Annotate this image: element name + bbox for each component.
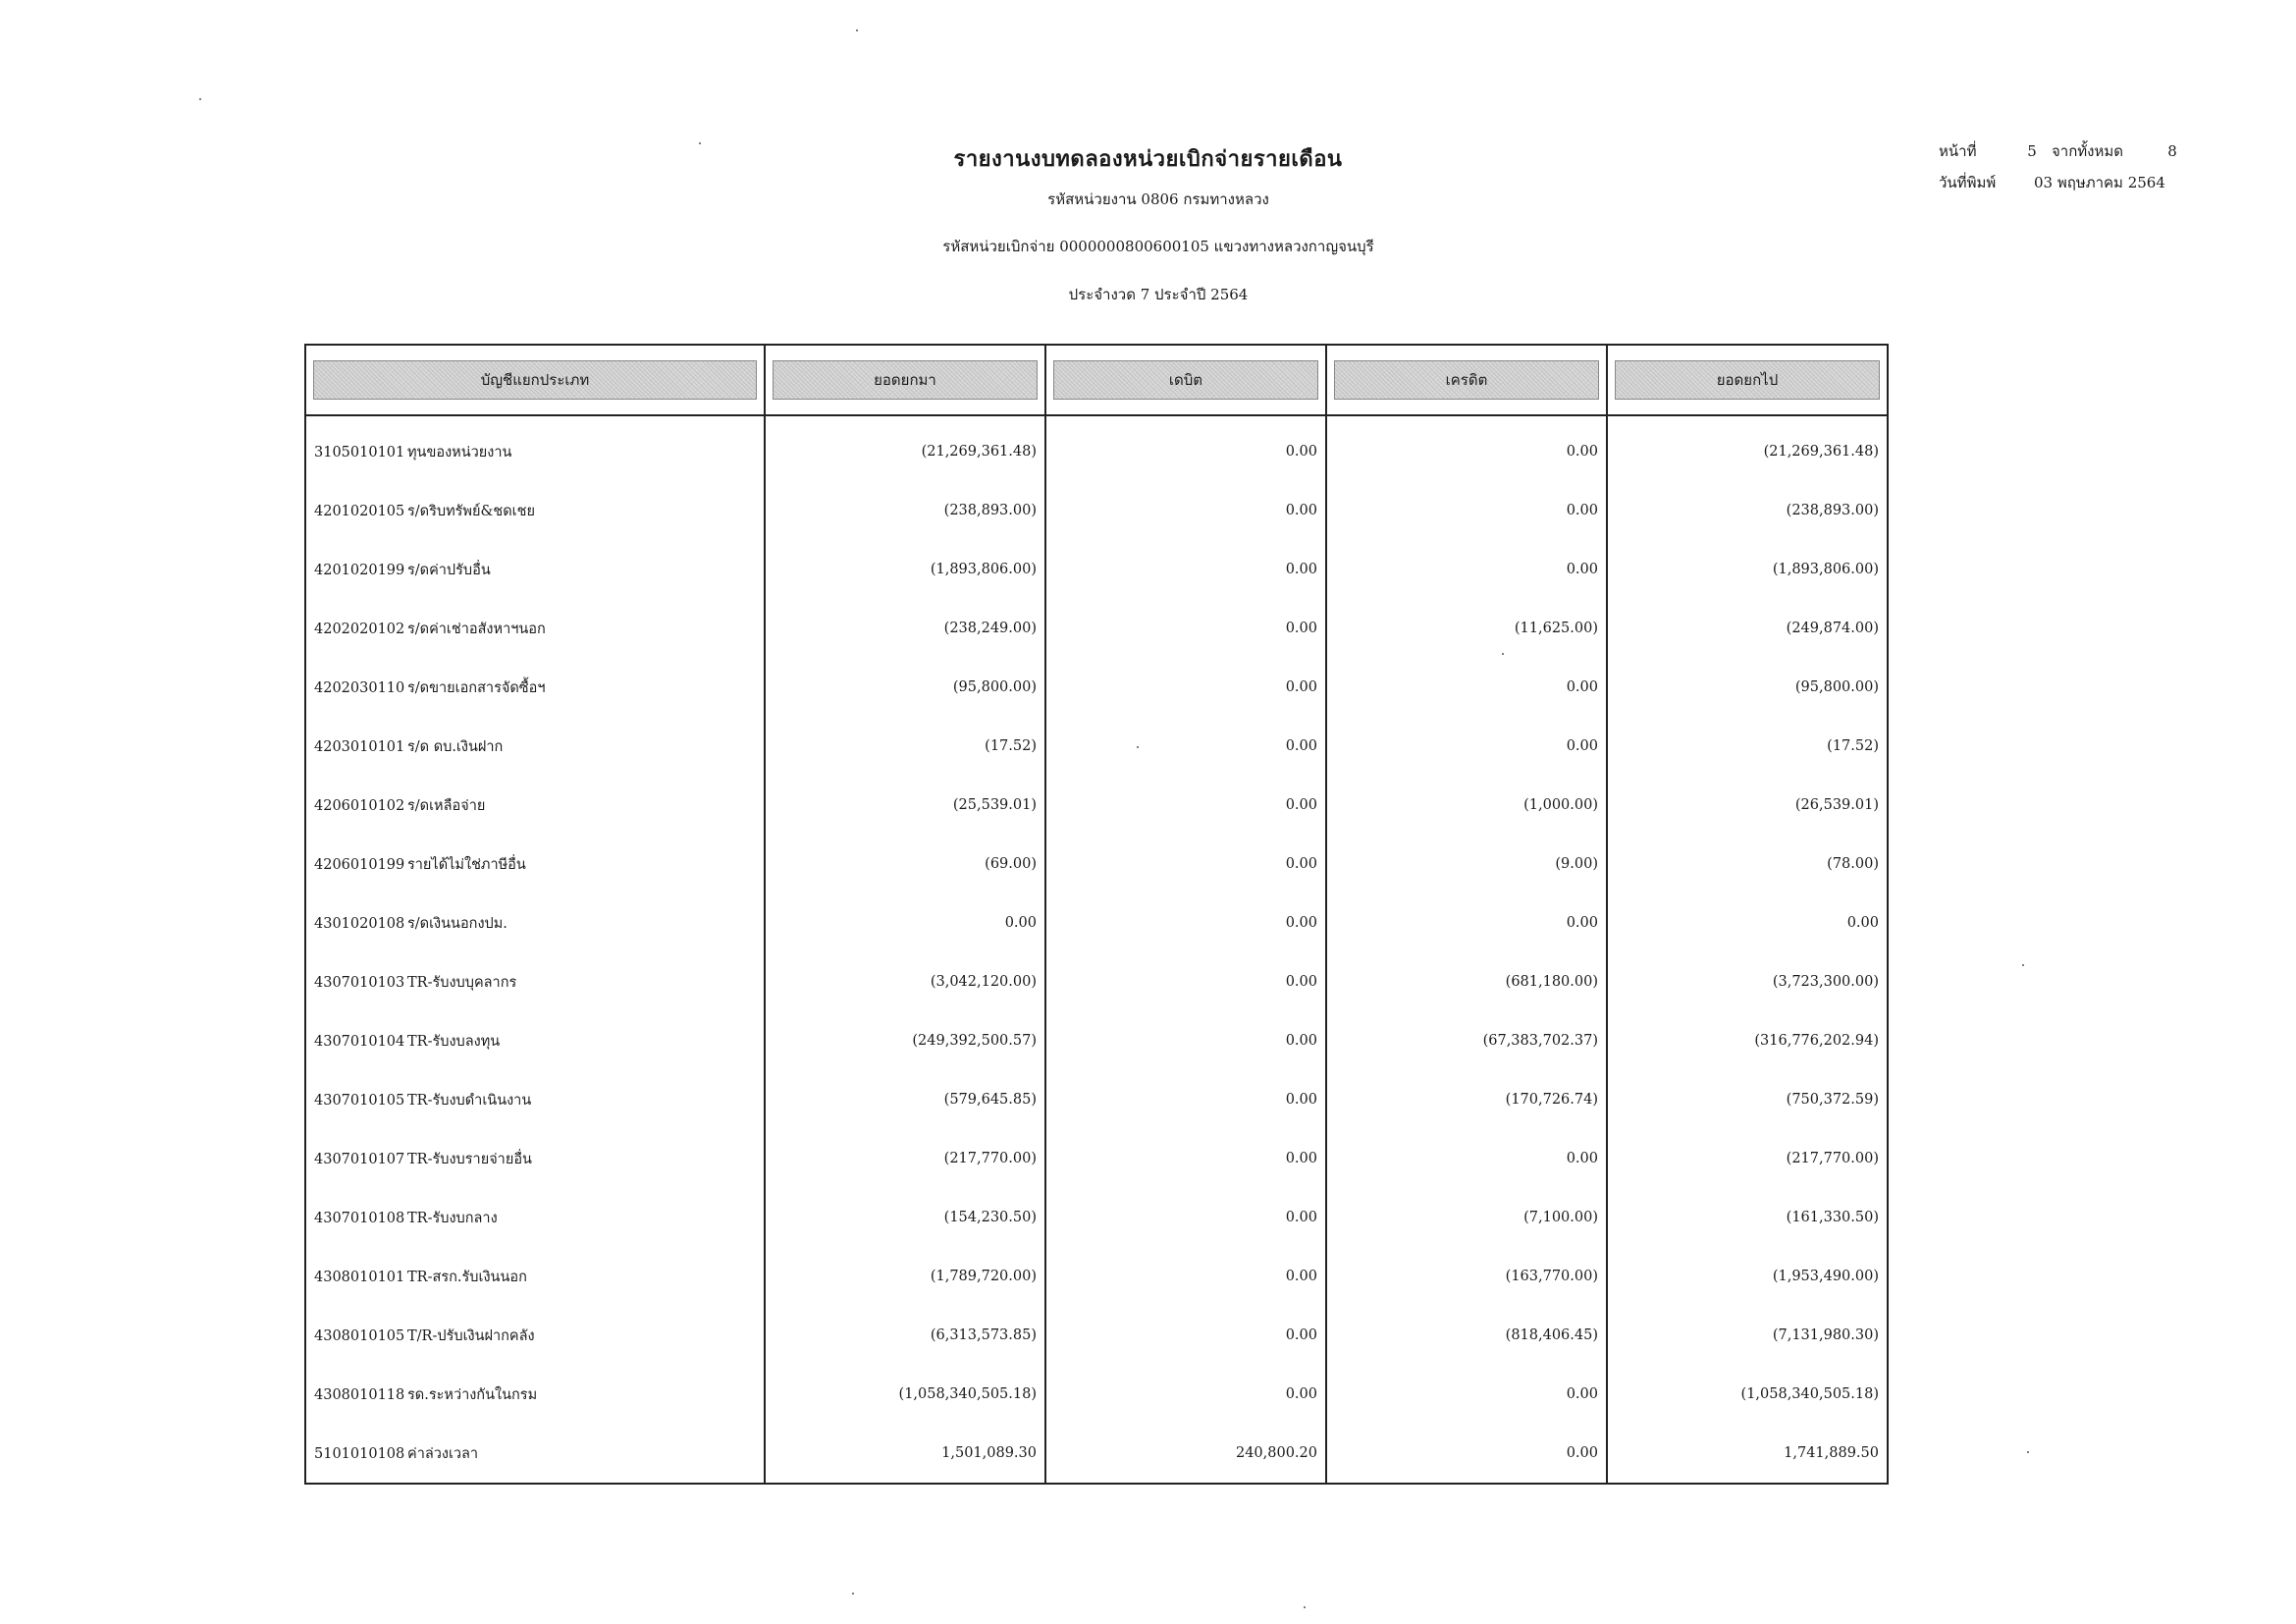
account-cell xyxy=(305,540,765,599)
carried-forward-cell: 1,741,889.50 xyxy=(1607,1424,1888,1484)
carried-forward-cell: (78.00) xyxy=(1607,835,1888,893)
account-code: 4307010103 xyxy=(314,974,405,991)
account-code: 4308010118 xyxy=(314,1386,405,1403)
account-code: 4307010105 xyxy=(314,1092,405,1109)
credit-cell: (7,100.00) xyxy=(1326,1188,1607,1247)
account-cell xyxy=(305,658,765,717)
print-date: 03 พฤษภาคม 2564 xyxy=(2034,174,2165,191)
page-info xyxy=(1939,139,2192,163)
account-name: T/R-ปรับเงินฝากคลัง xyxy=(407,1327,535,1344)
table-row xyxy=(305,1424,1888,1484)
header-brought-forward: ยอดยกมา xyxy=(765,345,1045,415)
account-name: ร/ด ดบ.เงินฝาก xyxy=(407,738,504,755)
carried-forward-cell: (17.52) xyxy=(1607,717,1888,776)
carried-forward-cell: (95,800.00) xyxy=(1607,658,1888,717)
account-name: TR-สรก.รับเงินนอก xyxy=(407,1269,527,1285)
print-date-info xyxy=(1939,171,2165,194)
carried-forward-cell: (3,723,300.00) xyxy=(1607,952,1888,1011)
table-row xyxy=(305,1188,1888,1247)
account-name: TR-รับงบดำเนินงาน xyxy=(407,1092,532,1109)
table-body xyxy=(305,415,1888,1484)
account-cell xyxy=(305,415,765,481)
brought-forward-cell: 0.00 xyxy=(765,893,1045,952)
account-cell xyxy=(305,1011,765,1070)
account-code: 4201020105 xyxy=(314,503,405,519)
credit-cell: 0.00 xyxy=(1326,1129,1607,1188)
credit-cell: (818,406.45) xyxy=(1326,1306,1607,1365)
account-code: 5101010108 xyxy=(314,1445,405,1462)
carried-forward-cell: 0.00 xyxy=(1607,893,1888,952)
page-label: หน้าที่ xyxy=(1939,142,1977,160)
credit-cell: (681,180.00) xyxy=(1326,952,1607,1011)
brought-forward-cell: 1,501,089.30 xyxy=(765,1424,1045,1484)
scan-speck xyxy=(1304,1606,1306,1608)
print-date-label: วันที่พิมพ์ xyxy=(1939,174,1997,191)
brought-forward-cell: (1,058,340,505.18) xyxy=(765,1365,1045,1424)
account-cell xyxy=(305,1188,765,1247)
account-cell xyxy=(305,1129,765,1188)
account-code: 4301020108 xyxy=(314,915,405,932)
carried-forward-cell: (238,893.00) xyxy=(1607,481,1888,540)
account-code: 4307010108 xyxy=(314,1210,405,1226)
table-row xyxy=(305,415,1888,481)
brought-forward-cell: (249,392,500.57) xyxy=(765,1011,1045,1070)
account-cell xyxy=(305,776,765,835)
credit-cell: 0.00 xyxy=(1326,717,1607,776)
account-cell xyxy=(305,1306,765,1365)
credit-cell: 0.00 xyxy=(1326,1365,1607,1424)
table-row xyxy=(305,658,1888,717)
brought-forward-cell: (1,893,806.00) xyxy=(765,540,1045,599)
scan-speck xyxy=(1137,746,1139,748)
table-row xyxy=(305,599,1888,658)
debit-cell: 0.00 xyxy=(1045,717,1326,776)
carried-forward-cell: (1,953,490.00) xyxy=(1607,1247,1888,1306)
scan-speck xyxy=(852,1593,854,1595)
brought-forward-cell: (238,893.00) xyxy=(765,481,1045,540)
carried-forward-cell: (1,058,340,505.18) xyxy=(1607,1365,1888,1424)
header-credit: เครดิต xyxy=(1326,345,1607,415)
debit-cell: 0.00 xyxy=(1045,540,1326,599)
scan-speck xyxy=(2027,1451,2029,1453)
account-cell xyxy=(305,717,765,776)
debit-cell: 0.00 xyxy=(1045,1070,1326,1129)
account-cell xyxy=(305,1365,765,1424)
account-name: TR-รับงบรายจ่ายอื่น xyxy=(407,1151,532,1167)
page-number: 5 xyxy=(2027,142,2037,160)
credit-cell: (9.00) xyxy=(1326,835,1607,893)
credit-cell: (163,770.00) xyxy=(1326,1247,1607,1306)
account-cell xyxy=(305,481,765,540)
account-name: ทุนของหน่วยงาน xyxy=(407,444,512,460)
account-code: 4206010199 xyxy=(314,856,405,873)
table-row xyxy=(305,1365,1888,1424)
credit-cell: (67,383,702.37) xyxy=(1326,1011,1607,1070)
account-code: 3105010101 xyxy=(314,444,405,460)
table-row xyxy=(305,893,1888,952)
account-name: ร/ดริบทรัพย์&ชดเชย xyxy=(407,503,535,519)
table-row xyxy=(305,1011,1888,1070)
credit-cell: 0.00 xyxy=(1326,893,1607,952)
carried-forward-cell: (21,269,361.48) xyxy=(1607,415,1888,481)
trial-balance-table xyxy=(304,344,1889,1485)
total-label: จากทั้งหมด xyxy=(2052,142,2124,160)
table-row xyxy=(305,481,1888,540)
account-name: TR-รับงบบุคลากร xyxy=(407,974,517,991)
scan-speck xyxy=(699,142,701,144)
account-cell xyxy=(305,1070,765,1129)
account-code: 4307010104 xyxy=(314,1033,405,1050)
credit-cell: (11,625.00) xyxy=(1326,599,1607,658)
scan-speck xyxy=(2022,964,2024,966)
table-row xyxy=(305,835,1888,893)
carried-forward-cell: (249,874.00) xyxy=(1607,599,1888,658)
table-row xyxy=(305,1129,1888,1188)
account-name: TR-รับงบลงทุน xyxy=(407,1033,501,1050)
debit-cell: 0.00 xyxy=(1045,835,1326,893)
account-code: 4203010101 xyxy=(314,738,405,755)
table-row xyxy=(305,776,1888,835)
agency-line: รหัสหน่วยงาน 0806 กรมทางหลวง xyxy=(1047,190,1269,208)
table-header-row xyxy=(305,345,1888,415)
table-row xyxy=(305,540,1888,599)
debit-cell: 0.00 xyxy=(1045,893,1326,952)
carried-forward-cell: (750,372.59) xyxy=(1607,1070,1888,1129)
account-cell xyxy=(305,599,765,658)
total-pages: 8 xyxy=(2167,142,2177,160)
brought-forward-cell: (238,249.00) xyxy=(765,599,1045,658)
carried-forward-cell: (7,131,980.30) xyxy=(1607,1306,1888,1365)
account-code: 4206010102 xyxy=(314,797,405,814)
account-name: ร/ดค่าเช่าอสังหาฯนอก xyxy=(407,621,546,637)
account-name: ร/ดเหลือจ่าย xyxy=(407,797,486,814)
account-name: TR-รับงบกลาง xyxy=(407,1210,498,1226)
account-cell xyxy=(305,1247,765,1306)
brought-forward-cell: (17.52) xyxy=(765,717,1045,776)
brought-forward-cell: (579,645.85) xyxy=(765,1070,1045,1129)
account-code: 4308010105 xyxy=(314,1327,405,1344)
account-name: ร/ดขายเอกสารจัดซื้อฯ xyxy=(407,679,546,696)
account-name: รายได้ไม่ใช่ภาษีอื่น xyxy=(407,856,526,873)
account-name: รด.ระหว่างกันในกรม xyxy=(407,1386,538,1403)
period-line: ประจำงวด 7 ประจำปี 2564 xyxy=(1068,286,1249,303)
credit-cell: (170,726.74) xyxy=(1326,1070,1607,1129)
debit-cell: 0.00 xyxy=(1045,415,1326,481)
account-cell xyxy=(305,952,765,1011)
account-cell xyxy=(305,893,765,952)
account-code: 4308010101 xyxy=(314,1269,405,1285)
table-row xyxy=(305,1247,1888,1306)
debit-cell: 0.00 xyxy=(1045,1247,1326,1306)
brought-forward-cell: (25,539.01) xyxy=(765,776,1045,835)
scan-speck xyxy=(199,98,201,100)
account-cell xyxy=(305,835,765,893)
debit-cell: 0.00 xyxy=(1045,481,1326,540)
header-account: บัญชีแยกประเภท xyxy=(305,345,765,415)
header-carried-forward: ยอดยกไป xyxy=(1607,345,1888,415)
debit-cell: 0.00 xyxy=(1045,1365,1326,1424)
brought-forward-cell: (154,230.50) xyxy=(765,1188,1045,1247)
carried-forward-cell: (316,776,202.94) xyxy=(1607,1011,1888,1070)
brought-forward-cell: (6,313,573.85) xyxy=(765,1306,1045,1365)
table-row xyxy=(305,717,1888,776)
brought-forward-cell: (3,042,120.00) xyxy=(765,952,1045,1011)
credit-cell: 0.00 xyxy=(1326,1424,1607,1484)
debit-cell: 0.00 xyxy=(1045,1306,1326,1365)
account-code: 4201020199 xyxy=(314,562,405,578)
account-code: 4202020102 xyxy=(314,621,405,637)
account-name: ร/ดค่าปรับอื่น xyxy=(407,562,491,578)
carried-forward-cell: (217,770.00) xyxy=(1607,1129,1888,1188)
carried-forward-cell: (161,330.50) xyxy=(1607,1188,1888,1247)
debit-cell: 0.00 xyxy=(1045,1129,1326,1188)
carried-forward-cell: (1,893,806.00) xyxy=(1607,540,1888,599)
header-debit: เดบิต xyxy=(1045,345,1326,415)
account-name: ร/ดเงินนอกงปม. xyxy=(407,915,507,932)
debit-cell: 0.00 xyxy=(1045,776,1326,835)
debit-cell: 0.00 xyxy=(1045,1188,1326,1247)
debit-cell: 0.00 xyxy=(1045,1011,1326,1070)
brought-forward-cell: (69.00) xyxy=(765,835,1045,893)
scan-speck xyxy=(1502,653,1504,655)
account-code: 4202030110 xyxy=(314,679,405,696)
debit-cell: 240,800.20 xyxy=(1045,1424,1326,1484)
scan-speck xyxy=(856,29,858,31)
brought-forward-cell: (217,770.00) xyxy=(765,1129,1045,1188)
credit-cell: 0.00 xyxy=(1326,658,1607,717)
table-row xyxy=(305,952,1888,1011)
account-cell xyxy=(305,1424,765,1484)
report-title: รายงานงบทดลองหน่วยเบิกจ่ายรายเดือน xyxy=(953,146,1343,172)
brought-forward-cell: (1,789,720.00) xyxy=(765,1247,1045,1306)
carried-forward-cell: (26,539.01) xyxy=(1607,776,1888,835)
account-code: 4307010107 xyxy=(314,1151,405,1167)
brought-forward-cell: (95,800.00) xyxy=(765,658,1045,717)
account-name: ค่าล่วงเวลา xyxy=(407,1445,479,1462)
disbursing-unit-line: รหัสหน่วยเบิกจ่าย 0000000800600105 แขวงทางหลวงกาญจนบุรี xyxy=(942,238,1374,255)
credit-cell: 0.00 xyxy=(1326,540,1607,599)
table-row xyxy=(305,1070,1888,1129)
brought-forward-cell: (21,269,361.48) xyxy=(765,415,1045,481)
debit-cell: 0.00 xyxy=(1045,658,1326,717)
credit-cell: 0.00 xyxy=(1326,415,1607,481)
credit-cell: 0.00 xyxy=(1326,481,1607,540)
credit-cell: (1,000.00) xyxy=(1326,776,1607,835)
table-row xyxy=(305,1306,1888,1365)
debit-cell: 0.00 xyxy=(1045,599,1326,658)
debit-cell: 0.00 xyxy=(1045,952,1326,1011)
